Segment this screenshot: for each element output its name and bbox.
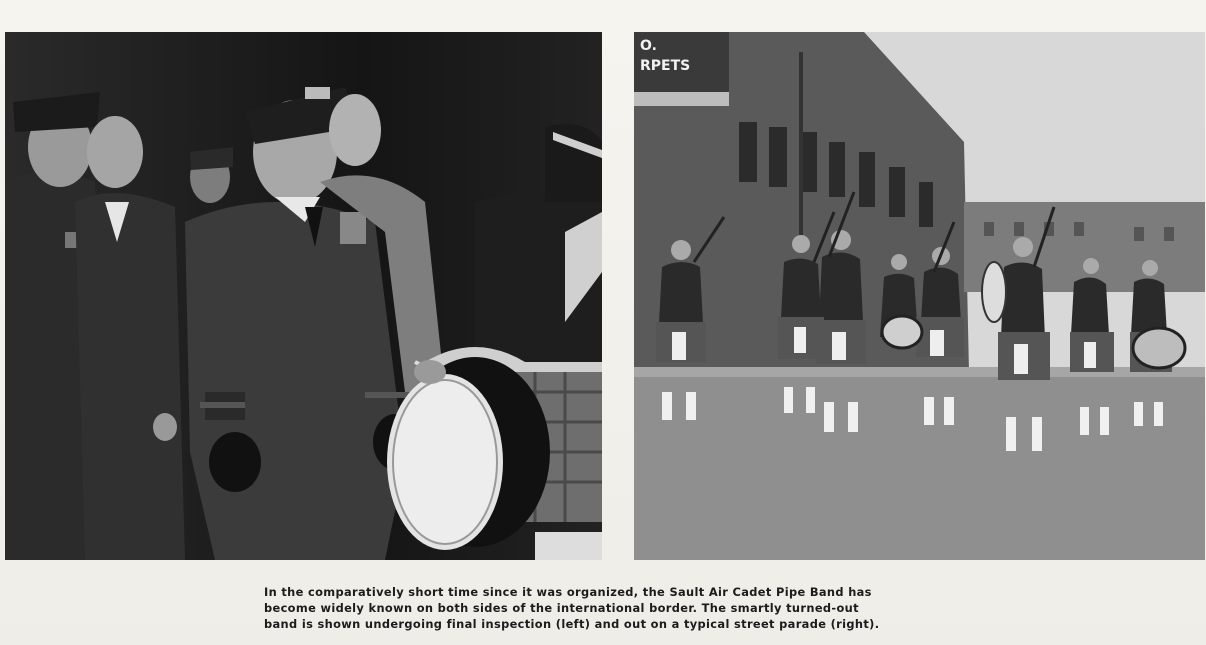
storefront-sign bbox=[636, 34, 702, 80]
storefront-sign-line-1: O. bbox=[640, 38, 657, 54]
inspection-photo bbox=[5, 32, 602, 560]
parade-photo-illustration bbox=[634, 32, 1205, 560]
photo-caption bbox=[264, 584, 1004, 632]
caption-line: In the comparatively short time since it was organized, the Sault Air Cadet Pipe Band has bbox=[264, 585, 872, 599]
parade-photo bbox=[634, 32, 1205, 560]
caption-line: band is shown undergoing final inspection (left) and out on a typical street parade (right). bbox=[264, 617, 880, 631]
caption-line: become widely known on both sides of the international border. The smartly turned-out bbox=[264, 601, 859, 615]
inspection-photo-illustration bbox=[5, 32, 602, 560]
storefront-sign-line-2: RPETS bbox=[640, 58, 691, 74]
